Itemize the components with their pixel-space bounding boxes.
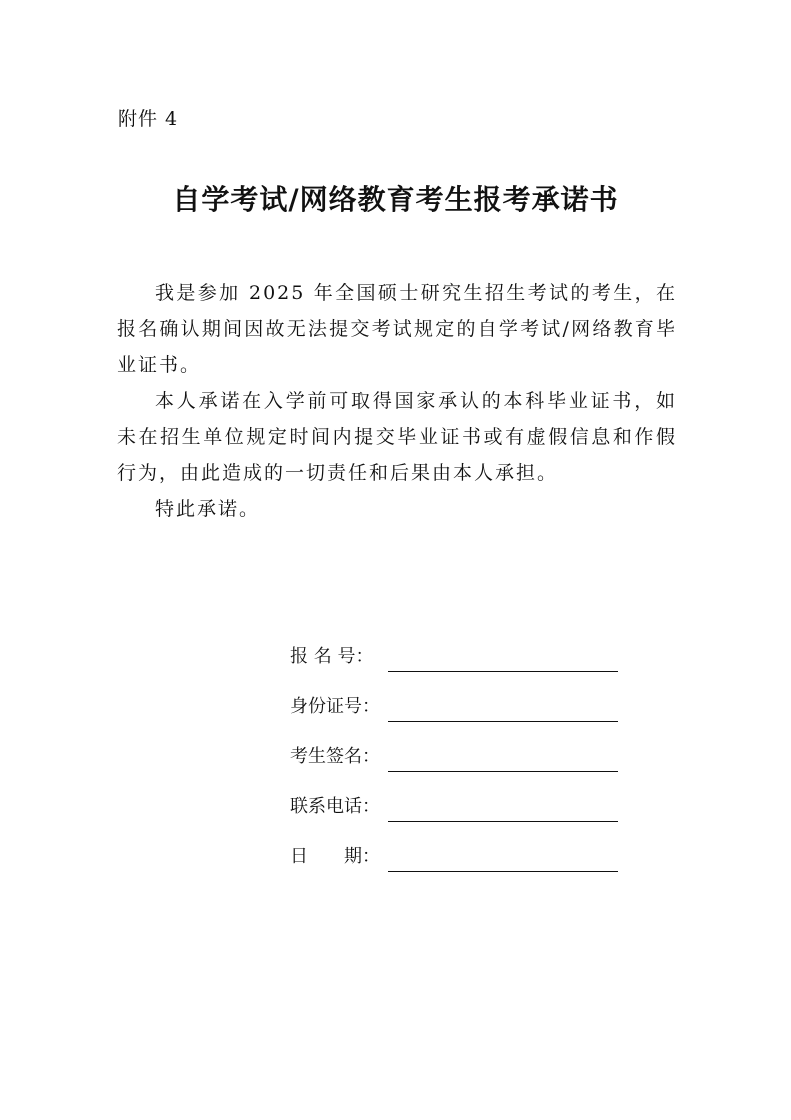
signature-form: [290, 622, 630, 872]
field-label-id-number: 身份证号：: [290, 696, 380, 717]
field-phone: [290, 772, 630, 822]
field-id-number: [290, 672, 630, 722]
field-date: [290, 822, 630, 872]
document-title: 自学考试/网络教育考生报考承诺书: [172, 183, 619, 216]
field-label-registration-number: 报 名 号：: [290, 646, 374, 667]
paragraph-declaration: 我是参加 2025 年全国硕士研究生招生考试的考生，在报名确认期间因故无法提交考试规定的自学考试/网络教育毕业证书。: [117, 282, 677, 376]
field-label-signature: 考生签名：: [290, 746, 380, 767]
field-label-phone: 联系电话：: [290, 796, 380, 817]
document-body: [117, 275, 677, 527]
field-input-date[interactable]: [388, 871, 618, 872]
field-label-date: 日 期：: [290, 846, 380, 867]
paragraph-closing: 特此承诺。: [155, 498, 261, 520]
field-signature: [290, 722, 630, 772]
paragraph-commitment: 本人承诺在入学前可取得国家承认的本科毕业证书，如未在招生单位规定时间内提交毕业证书或有虚假信息和作假行为，由此造成的一切责任和后果由本人承担。: [117, 390, 677, 484]
field-registration-number: [290, 622, 630, 672]
attachment-label: 附件 4: [118, 108, 179, 130]
